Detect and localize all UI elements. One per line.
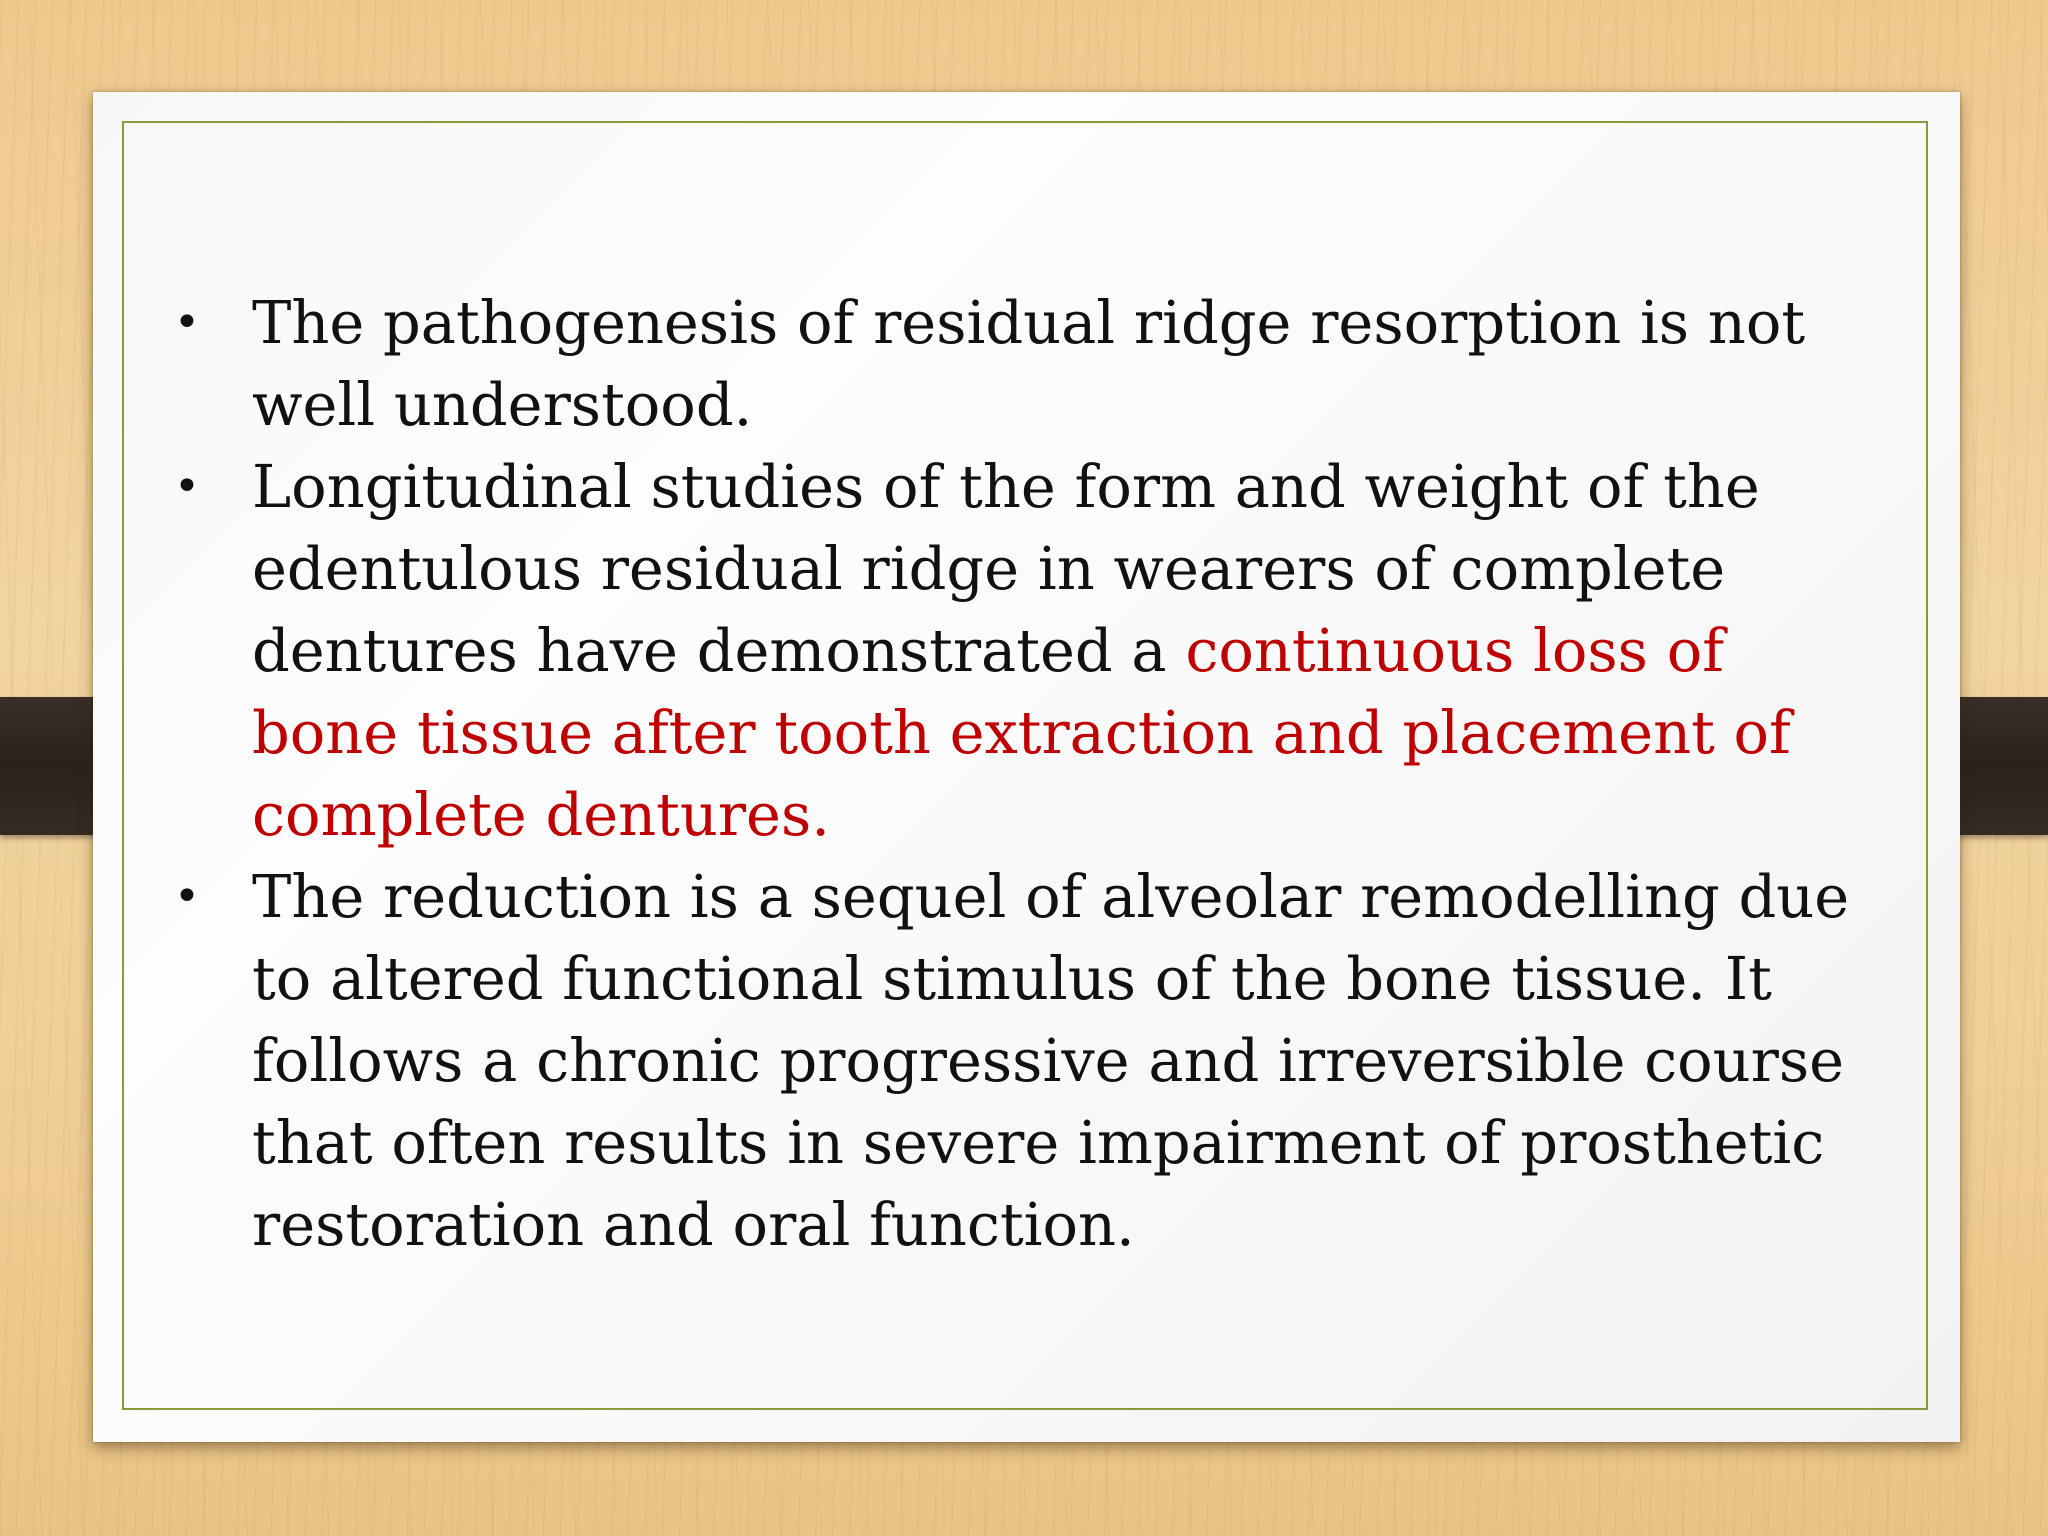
bullet-text: The reduction is a sequel of alveolar remodelling due to altered functional stimulus of the bone tissue. It follows a chronic progressive and irreversible course that often results in severe impairment of prosthetic restoration and oral function. bbox=[252, 862, 1850, 1259]
bullet-item bbox=[170, 282, 1870, 446]
bullet-text: Longitudinal studies of the form and weight of the edentulous residual ridge in wearers of complete dentures have demonstrated a bbox=[252, 452, 1760, 685]
bullet-dot-icon: • bbox=[174, 297, 200, 348]
bullet-item bbox=[170, 446, 1870, 856]
bullet-item bbox=[170, 856, 1870, 1266]
bullet-list bbox=[170, 282, 1870, 1266]
bullet-dot-icon: • bbox=[174, 871, 200, 922]
bullet-text: The pathogenesis of residual ridge resorption is not well understood. bbox=[252, 288, 1806, 439]
bullet-dot-icon: • bbox=[174, 461, 200, 512]
highlighted-text: continuous loss of bone tissue after tooth extraction and placement of complete dentures. bbox=[252, 616, 1791, 849]
